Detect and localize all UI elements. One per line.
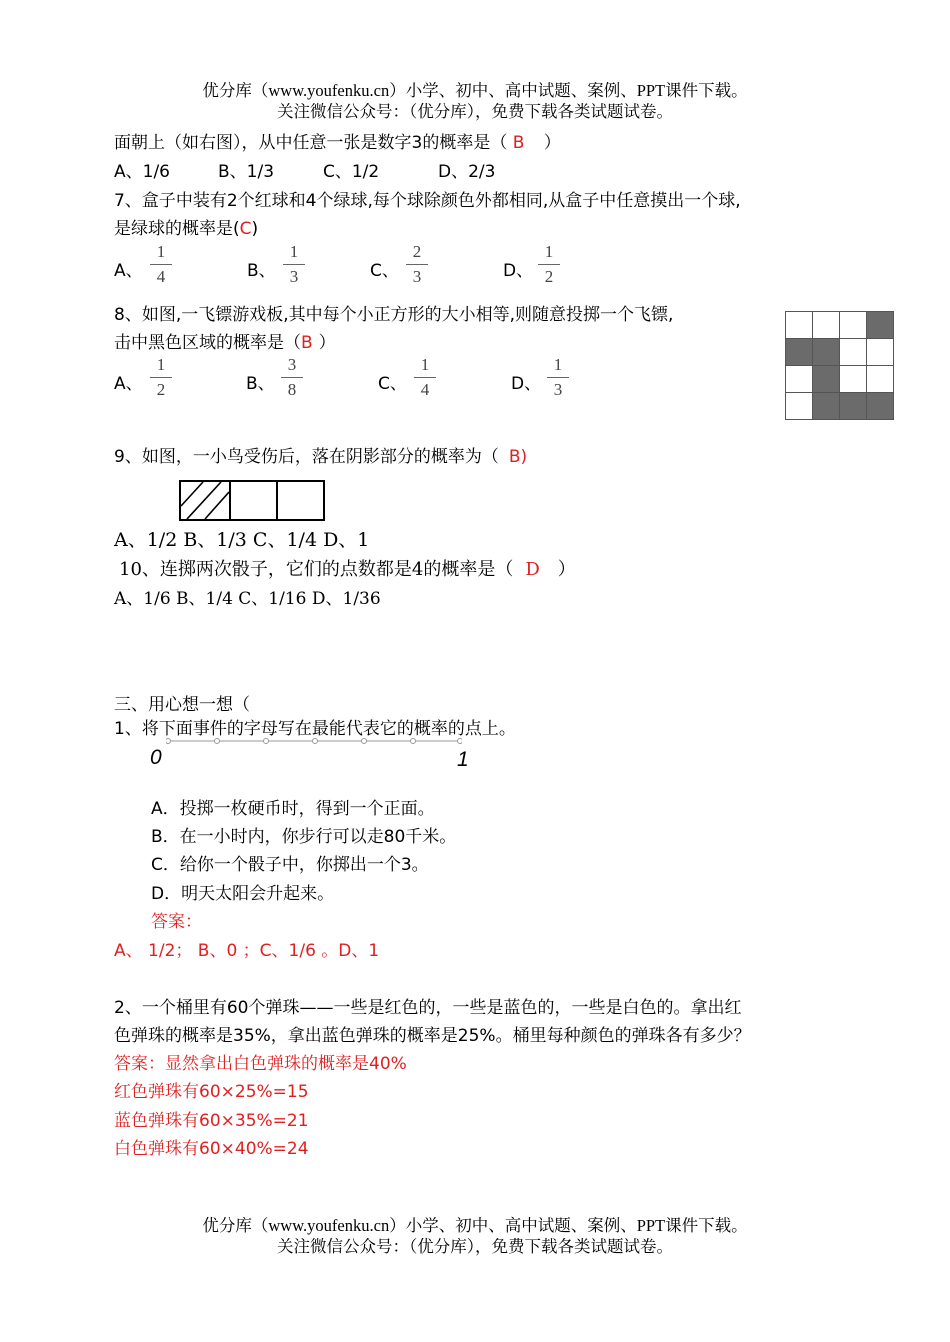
q7-option-b-label: B、	[247, 261, 276, 281]
q10-answer: D	[525, 559, 540, 580]
event-c: C．给你一个骰子中，你掷出一个3。	[151, 855, 429, 875]
q8-option-d-fraction: 1 3	[547, 355, 569, 400]
event-b: B．在一小时内，你步行可以走80千米。	[151, 827, 457, 847]
q8-option-b-label: B、	[246, 374, 275, 394]
q7-option-d-label: D、	[503, 261, 534, 281]
q7-line-2: 是绿球的概率是(C)	[114, 219, 259, 239]
blank-cell	[278, 482, 323, 519]
s3-q1-text: 1、将下面事件的字母写在最能代表它的概率的点上。	[114, 719, 516, 739]
dartboard-grid	[785, 311, 894, 420]
q7-option-a-fraction: 1 4	[150, 242, 172, 287]
q9-answer: B)	[508, 447, 528, 467]
bird-figure	[179, 480, 325, 521]
q6-text: 面朝上（如右图），从中任意一张是数字3的概率是（ B ）	[114, 133, 561, 153]
q8-option-d-label: D、	[511, 374, 542, 394]
s3-q2-answer-2: 红色弹珠有60×25%=15	[114, 1082, 309, 1102]
q7-option-c-label: C、	[370, 261, 399, 281]
q8-option-a-label: A、	[114, 374, 143, 394]
q6-option-d: D、2/3	[438, 162, 496, 182]
q8-answer: B	[301, 333, 313, 353]
q8-line-1: 8、如图,一飞镖游戏板,其中每个小正方形的大小相等,则随意投掷一个飞镖,	[114, 305, 674, 325]
q10-text: 10、连掷两次骰子，它们的点数都是4的概率是（ D ）	[119, 559, 576, 580]
q8-option-b-fraction: 3 8	[281, 355, 303, 400]
q8-option-c-fraction: 1 4	[414, 355, 436, 400]
s3-q2-line-1: 2、一个桶里有60个弹珠——一些是红色的，一些是蓝色的，一些是白色的。拿出红	[114, 998, 742, 1018]
header-line-1: 优分库（www.youfenku.cn）小学、初中、高中试题、案例、PPT课件下载。	[202, 81, 748, 100]
s3-q1-answer-label: 答案：	[151, 912, 202, 932]
q6-answer: B	[512, 133, 525, 153]
shaded-cell	[181, 482, 231, 519]
s3-q2-answer-4: 白色弹珠有60×40%=24	[114, 1139, 309, 1159]
s3-q2-line-2: 色弹珠的概率是35%，拿出蓝色弹珠的概率是25%。桶里每种颜色的弹珠各有多少？	[114, 1026, 751, 1046]
q10-options: A、1/6 B、1/4 C、1/16 D、1/36	[114, 589, 381, 609]
footer-line-1: 优分库（www.youfenku.cn）小学、初中、高中试题、案例、PPT课件下载。	[202, 1216, 748, 1235]
s3-q1-answer: A、 1/2； B、0 ；C、1/6 。D、1	[114, 941, 380, 961]
section-3-title: 三、用心想一想（	[114, 695, 250, 715]
blank-cell	[231, 482, 278, 519]
number-line-one: 1	[457, 748, 469, 771]
q6-option-b: B、1/3	[218, 162, 275, 182]
q7-option-d-fraction: 1 2	[538, 242, 560, 287]
q6-option-c: C、1/2	[323, 162, 380, 182]
q7-option-a-label: A、	[114, 261, 143, 281]
q7-option-c-fraction: 2 3	[406, 242, 428, 287]
header-line-2: 关注微信公众号：（优分库），免费下载各类试题试卷。	[277, 102, 673, 121]
q7-answer: C	[239, 219, 252, 239]
event-d: D．明天太阳会升起来。	[151, 884, 335, 904]
q8-option-c-label: C、	[378, 374, 407, 394]
footer-line-2: 关注微信公众号：（优分库），免费下载各类试题试卷。	[277, 1237, 673, 1256]
q6-option-a: A、1/6	[114, 162, 170, 182]
s3-q2-answer-1: 答案：显然拿出白色弹珠的概率是40%	[114, 1054, 407, 1074]
number-line	[166, 737, 462, 745]
q7-option-b-fraction: 1 3	[283, 242, 305, 287]
event-a: A．投掷一枚硬币时，得到一个正面。	[151, 799, 435, 819]
q9-options: A、1/2 B、1/3 C、1/4 D、1	[114, 529, 370, 551]
number-line-zero: 0	[150, 746, 162, 769]
q7-line-1: 7、盒子中装有2个红球和4个绿球,每个球除颜色外都相同,从盒子中任意摸出一个球,	[114, 191, 741, 211]
s3-q2-answer-3: 蓝色弹珠有60×35%=21	[114, 1111, 309, 1131]
q9-text: 9、如图，一小鸟受伤后，落在阴影部分的概率为（ B)	[114, 447, 528, 467]
q8-line-2: 击中黑色区域的概率是（B ）	[114, 333, 336, 353]
q8-option-a-fraction: 1 2	[150, 355, 172, 400]
